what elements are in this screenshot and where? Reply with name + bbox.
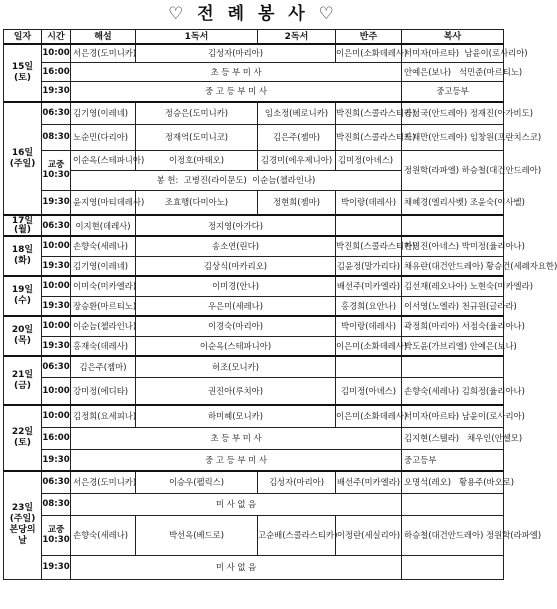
table-row [4, 356, 504, 377]
time-cell: 08:30 [42, 493, 71, 515]
day-cell: 15일 (토) [4, 44, 42, 102]
time-cell: 16:00 [42, 62, 71, 81]
commentary-cell: 장승환(마르티노) [71, 296, 136, 316]
header-reading2: 2독서 [258, 30, 336, 45]
reading2-cell: 고순배(스콜라스티카) [258, 515, 336, 555]
time-cell: 16:00 [42, 427, 71, 449]
reading1-cell: 이승우(펠릭스) [136, 471, 258, 493]
reading1-cell: 정승은(도미니카) [136, 102, 258, 124]
altar-server: 임창원(프란치스코) [469, 132, 542, 142]
accompaniment-cell: 김윤정(말가리다) [336, 256, 402, 276]
reading-cell: 권진아(루치아) [136, 377, 336, 405]
altar-server: 서미자(마르타) [404, 411, 460, 422]
header-accompaniment: 반주 [336, 30, 402, 45]
accompaniment-cell [336, 215, 402, 236]
reading-cell: 김상식(마카리오) [136, 256, 336, 276]
offertory-cell: 봉 헌: 고병진(라이문도) 이순늠(첼라인나) [71, 170, 402, 190]
table-row [4, 316, 504, 336]
table-row [4, 124, 504, 150]
header-commentary: 해설 [71, 30, 136, 45]
time-cell: 10:00 [42, 276, 71, 296]
altar-server: 남윤이(로사리아) [461, 411, 525, 422]
commentary-cell: 김정희(요세피나) [71, 405, 136, 427]
time-cell: 교중 10:30 [42, 515, 71, 555]
commentary-cell: 이지현(데레사) [71, 215, 136, 236]
commentary-cell: 홍재숙(데레사) [71, 336, 136, 356]
mass-note-cell: 중 고 등 부 미 사 [71, 81, 402, 102]
reading1-cell: 박선옥(베드로) [136, 515, 258, 555]
altar-server: 박미정(율리아나) [461, 241, 525, 252]
mass-note-cell: 미 사 없 음 [71, 493, 402, 515]
altar-cell [402, 316, 525, 336]
altar-server: 한명진(아네스) [404, 241, 460, 252]
commentary-cell: 윤지영(마티데레사) [71, 190, 136, 215]
commentary-cell: 강미정(에디타) [71, 377, 136, 405]
altar-cell [402, 124, 542, 150]
time-cell: 10:00 [42, 44, 71, 62]
altar-server: 김선재(레오나아) [404, 281, 468, 292]
reading-cell: 하미혜(모니카) [136, 405, 336, 427]
reading-cell: 송소연(린다) [136, 236, 336, 256]
reading2-cell: 김은주(젬마) [258, 124, 336, 150]
table-row [4, 236, 504, 256]
commentary-cell: 이미숙(미카엘라) [71, 276, 136, 296]
commentary-cell: 서은경(도미니카) [71, 44, 136, 62]
altar-server: 하승철(대건안드레아) [404, 530, 484, 540]
commentary-cell: 노순민(다리아) [71, 124, 136, 150]
altar-server: 남윤이(로사리아) [464, 48, 528, 59]
time-cell: 19:30 [42, 190, 71, 215]
altar-cell [402, 471, 515, 493]
commentary-cell: 김기영(이레네) [71, 256, 136, 276]
commentary-cell: 김은주(젬마) [71, 356, 136, 377]
table-row [4, 62, 504, 81]
commentary-cell: 서은경(도미니카) [71, 471, 136, 493]
altar-server: 안예은(보나) [469, 340, 517, 351]
altar-cell [402, 515, 542, 555]
altar-server: 황승건(세례자요한) [486, 260, 557, 271]
table-row [4, 256, 504, 276]
reading-cell: 김성자(마리아) [136, 44, 336, 62]
header-day: 일자 [4, 30, 42, 45]
time-cell: 19:30 [42, 256, 71, 276]
altar-cell [402, 427, 523, 449]
accompaniment-cell: 박이랑(데레사) [336, 316, 402, 336]
accompaniment-cell: 박진희(스콜라스티카) [336, 236, 402, 256]
time-cell: 06:30 [42, 471, 71, 493]
altar-server: 채우인(안셀모) [467, 433, 523, 443]
altar-cell [402, 44, 528, 62]
day-cell: 23일 (주일) 본당의 날 [4, 471, 42, 579]
altar-cell [402, 256, 557, 276]
day-cell: 20일 (목) [4, 316, 42, 356]
accompaniment-cell: 김미정(아녜스) [336, 150, 402, 170]
altar-server: 정원학(라파엘) [404, 165, 460, 175]
table-row [4, 276, 504, 296]
mass-note-cell: 중 고 등 부 미 사 [71, 449, 402, 471]
day-cell: 19일 (수) [4, 276, 42, 316]
mass-note-cell: 초 등 부 미 사 [71, 62, 402, 81]
day-cell: 17일 (월) [4, 215, 42, 236]
altar-server: 노현숙(미카엘라) [469, 281, 534, 292]
altar-server: 이서영(노엘라) [404, 300, 460, 311]
altar-cell [402, 356, 504, 377]
time-cell: 19:30 [42, 81, 71, 102]
altar-server: 조윤숙(이사벨) [469, 197, 525, 208]
table-row [4, 190, 504, 215]
time-cell: 교중 10:30 [42, 150, 71, 190]
accompaniment-cell: 배선주(미카엘라) [336, 471, 402, 493]
altar-cell [402, 296, 517, 316]
altar-server: 도재만(안드레아) [404, 132, 468, 142]
altar-cell: 중고등부 [402, 81, 504, 102]
altar-server: 서점숙(율리아나) [461, 321, 525, 332]
altar-server: 공성국(안드레아) [404, 108, 468, 119]
altar-server: 정원학(라파엘) [486, 530, 542, 540]
altar-cell [402, 336, 517, 356]
accompaniment-cell: 이정란(세실리아) [336, 515, 402, 555]
accompaniment-cell: 이은미(소화데레사) [336, 336, 402, 356]
table-row [4, 150, 504, 170]
reading1-cell: 정재억(도미니코) [136, 124, 258, 150]
commentary-cell: 손향숙(세레나) [71, 236, 136, 256]
time-cell: 10:00 [42, 377, 71, 405]
table-row [4, 336, 504, 356]
altar-cell [402, 150, 542, 190]
altar-cell [402, 276, 534, 296]
accompaniment-cell [336, 356, 402, 377]
altar-server: 오명석(레오) [404, 477, 451, 488]
table-row [4, 493, 504, 515]
time-cell: 19:30 [42, 296, 71, 316]
reading-cell: 정지영(아가다) [136, 215, 336, 236]
altar-server: 서미자(마르타) [404, 48, 460, 59]
altar-server: 곽정희(마리아) [404, 321, 460, 332]
table-row [4, 215, 504, 236]
accompaniment-cell: 배선주(미카엘라) [336, 276, 402, 296]
reading-cell: 이경숙(마리아) [136, 316, 336, 336]
time-cell: 19:30 [42, 555, 71, 579]
time-cell: 06:30 [42, 356, 71, 377]
header-row [4, 30, 504, 45]
table-row [4, 405, 504, 427]
reading-cell: 이미경(안나) [136, 276, 336, 296]
accompaniment-cell: 홍경희(요안나) [336, 296, 402, 316]
table-row [4, 449, 504, 471]
time-cell: 10:00 [42, 405, 71, 427]
day-cell: 18일 (화) [4, 236, 42, 276]
commentary-cell: 이순옥(스테파니아) [71, 150, 136, 170]
table-row [4, 515, 504, 535]
accompaniment-cell: 박진희(스콜라스티카) [336, 102, 402, 124]
time-cell: 19:30 [42, 336, 71, 356]
accompaniment-cell: 이은미(소화데레사) [336, 44, 402, 62]
reading-cell: 우은미(세레나) [136, 296, 336, 316]
altar-cell [402, 493, 504, 515]
accompaniment-cell: 박진희(스콜라스티카) [336, 124, 402, 150]
header-time: 시간 [42, 30, 71, 45]
altar-cell [402, 102, 534, 124]
reading-cell: 이순옥(스테파니아) [136, 336, 336, 356]
table-row [4, 555, 504, 579]
altar-server: 김지현(스텔라) [404, 433, 460, 443]
accompaniment-cell: 이은미(소화데레사) [336, 405, 402, 427]
time-cell: 06:30 [42, 215, 71, 236]
table-row [4, 427, 504, 449]
reading2-cell: 정현희(젬마) [258, 190, 336, 215]
altar-cell [402, 236, 525, 256]
accompaniment-cell: 김미정(아녜스) [336, 377, 402, 405]
day-cell: 21일 (금) [4, 356, 42, 405]
time-cell: 10:00 [42, 316, 71, 336]
time-cell: 10:00 [42, 236, 71, 256]
table-row [4, 377, 504, 405]
reading2-cell: 임소정(베로니카) [258, 102, 336, 124]
altar-cell [402, 405, 525, 427]
altar-server: 안예은(보나) [404, 66, 451, 77]
reading2-cell: 김경미(에우제니아) [258, 150, 336, 170]
table-row [4, 44, 504, 62]
reading-cell: 허조(모니카) [136, 356, 336, 377]
mass-note-cell: 초 등 부 미 사 [71, 427, 402, 449]
altar-cell: 중고등부 [402, 449, 504, 471]
accompaniment-cell: 박이랑(데레사) [336, 190, 402, 215]
altar-server: 황용주(바오로) [459, 477, 515, 488]
reading2-cell: 김성자(마리아) [258, 471, 336, 493]
header-altar: 복사 [402, 30, 504, 45]
time-cell: 06:30 [42, 102, 71, 124]
day-cell: 22일 (토) [4, 405, 42, 471]
altar-server: 정재진(아가비도) [469, 108, 534, 119]
time-cell: 08:30 [42, 124, 71, 150]
liturgy-schedule-table [3, 29, 557, 580]
day-cell: 16일 (주일) [4, 102, 42, 215]
altar-server: 석민준(마르티노) [459, 66, 523, 77]
altar-server: 채혜경(엘리사벳) [404, 197, 468, 208]
altar-server: 하승철(대건안드레아) [461, 165, 542, 175]
reading1-cell: 이정호(마태오) [136, 150, 258, 170]
table-row [4, 296, 504, 316]
table-row [4, 102, 504, 124]
reading1-cell: 조효행(다미아노) [136, 190, 258, 215]
altar-server: 천규원(글라라) [461, 300, 517, 311]
altar-cell [402, 555, 504, 579]
page-title: ♡ 전 례 봉 사 ♡ [168, 4, 338, 24]
time-cell: 19:30 [42, 449, 71, 471]
header-reading1: 1독서 [136, 30, 258, 45]
altar-cell [402, 377, 525, 405]
commentary-cell: 손향숙(세레나) [71, 515, 136, 555]
commentary-cell: 이순늠(첼라인나) [71, 316, 136, 336]
altar-cell [402, 190, 525, 215]
mass-note-cell: 미 사 없 음 [71, 555, 402, 579]
altar-server: 김희정(율리아나) [461, 385, 525, 396]
table-row [4, 81, 504, 102]
table-row [4, 471, 504, 493]
altar-server: 채유란(대건안드레아) [404, 260, 484, 271]
commentary-cell: 김기영(이레네) [71, 102, 136, 124]
altar-cell [402, 62, 523, 81]
altar-cell [402, 215, 504, 236]
altar-server: 손향숙(세레나) [404, 385, 460, 396]
altar-server: 박도윤(가브리엘) [404, 340, 468, 351]
